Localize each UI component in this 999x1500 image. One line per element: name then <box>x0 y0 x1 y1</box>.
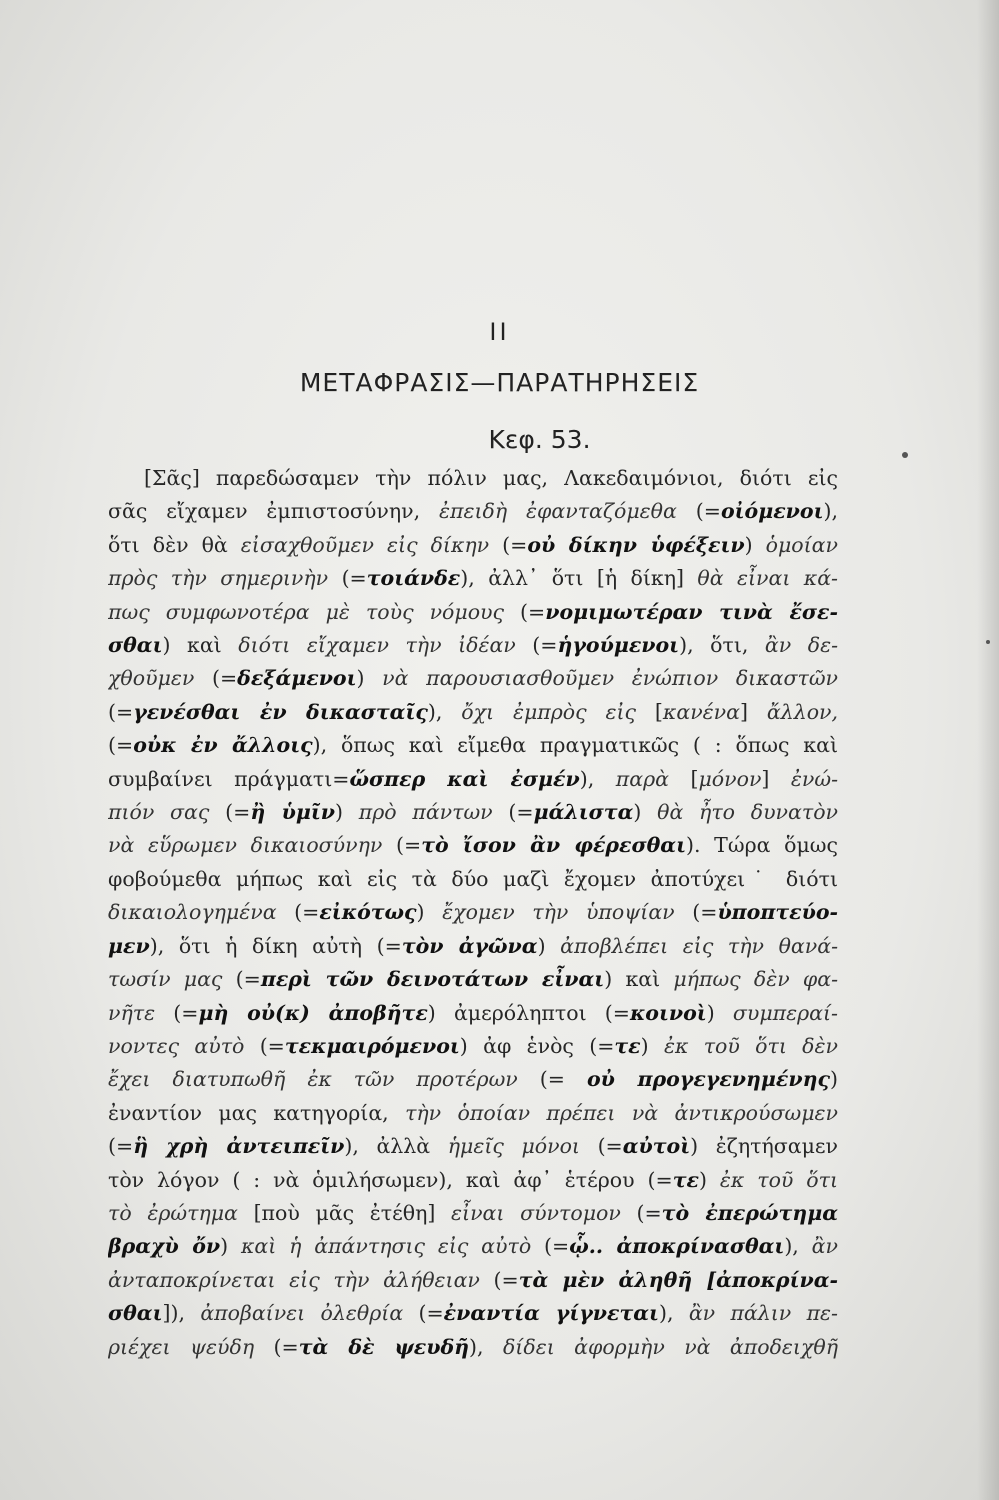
greek-original-term: σθαι <box>108 1301 163 1326</box>
text-line <box>108 1297 838 1330</box>
greek-original-term: μεν <box>108 933 150 958</box>
greek-original-term: τὸ ἴσον ἂν φέρεσθαι <box>421 833 687 858</box>
text-line <box>108 763 838 796</box>
text-segment: πιόν σας <box>108 800 226 825</box>
text-segment: (= <box>108 1134 134 1159</box>
text-line <box>108 1130 838 1163</box>
text-segment: (= <box>108 733 134 758</box>
text-segment: φοβούμεθα μήπως καὶ εἰς τὰ δύο μαζὶ ἔχομεν ἀποτύχει˙ διότι <box>108 866 838 891</box>
text-segment: (= <box>225 800 251 825</box>
text-segment: ἀνταποκρίνεται εἰς τὴν ἀλήθειαν <box>108 1267 494 1292</box>
text-segment: ) <box>220 1234 241 1259</box>
text-segment: (= <box>597 1134 623 1159</box>
greek-original-term: σθαι <box>108 633 163 658</box>
text-segment: ), ὅτι ἡ δίκη αὐτὴ (= <box>149 933 402 958</box>
text-segment: ) <box>744 532 766 557</box>
greek-original-term: κοινοὶ <box>629 1000 707 1025</box>
text-segment: πρὸ πάντων <box>358 800 509 825</box>
text-segment: (= <box>235 967 261 992</box>
text-line <box>108 796 838 829</box>
text-segment: πρὸς τὴν σημερινὴν <box>108 566 342 591</box>
text-segment: θὰ εἶναι κά- <box>697 566 838 591</box>
text-segment: ἐναντίον μας κατηγορία, <box>108 1100 406 1125</box>
text-segment: [ <box>690 766 699 791</box>
text-line <box>108 997 838 1030</box>
text-segment: τωσίν μας <box>108 967 236 992</box>
text-segment: ὁμοίαν <box>765 532 838 557</box>
text-segment: (= <box>493 1267 519 1292</box>
text-segment: ) <box>640 1033 664 1058</box>
text-line <box>108 1097 838 1130</box>
text-line <box>108 963 838 996</box>
greek-original-term: αὐτοὶ <box>622 1134 691 1159</box>
text-segment: ἀποβαίνει ὀλεθρία <box>200 1301 419 1326</box>
greek-original-term: ἣ χρὴ ἀντειπεῖν <box>133 1134 345 1159</box>
text-segment: (= <box>418 1301 444 1326</box>
text-segment: (= <box>294 900 320 925</box>
text-line <box>108 1331 838 1364</box>
text-segment: ), <box>579 766 616 791</box>
greek-original-term: οἰόμενοι <box>720 499 824 524</box>
text-segment: (= <box>636 1200 662 1225</box>
text-segment: ]), <box>162 1301 201 1326</box>
text-segment: δικαιολογημένα <box>108 900 295 925</box>
greek-original-term: μάλιστα <box>533 800 634 825</box>
text-segment: ), <box>658 1301 689 1326</box>
text-segment: ἂν δε- <box>764 633 838 658</box>
text-line <box>108 1164 838 1197</box>
text-line <box>108 562 838 595</box>
greek-original-term: ὑποπτεύο- <box>717 900 838 925</box>
text-segment: εἰσαχθοῦμεν εἰς δίκην <box>240 532 503 557</box>
text-segment: τὴν ὁποίαν πρέπει νὰ ἀντικρούσωμεν <box>405 1100 838 1125</box>
text-segment: ) <box>356 666 383 691</box>
text-line <box>108 1063 838 1096</box>
greek-original-term: ἡγούμενοι <box>557 633 680 658</box>
text-segment: (= <box>692 900 718 925</box>
text-segment: ), ἀλλ᾿ ὅτι [ἡ δίκη] <box>460 566 698 591</box>
text-segment: [Σᾶς] παρεδώσαμεν τὴν πόλιν μας, Λακεδαιμόνιοι, διότι εἰς <box>144 466 838 490</box>
text-segment: ἐκ τοῦ ὅτι δὲν <box>663 1033 838 1058</box>
greek-original-term: μὴ οὐ(κ) ἀποβῆτε <box>198 1000 428 1025</box>
text-line <box>108 729 838 762</box>
text-segment: ἀποβλέπει εἰς τὴν θανά- <box>560 933 838 958</box>
text-segment: ἔχομεν τὴν ὑποψίαν <box>442 900 693 925</box>
chapter-number: II <box>489 318 510 346</box>
text-segment: ), ἀλλὰ <box>344 1134 448 1159</box>
text-segment: ), <box>427 699 462 724</box>
page-edge-shadow <box>977 0 999 1500</box>
text-segment: νὰ παρουσιασθοῦμεν ἐνώπιον δικαστῶν <box>382 666 838 691</box>
text-segment: ), <box>823 499 838 524</box>
text-segment: [ποὺ μᾶς ἐτέθη] <box>253 1200 452 1225</box>
text-segment: ἄλλον, <box>766 699 838 724</box>
text-segment: ) ἐζητήσαμεν <box>690 1134 838 1159</box>
text-line <box>108 462 838 495</box>
text-line <box>108 596 838 629</box>
text-segment: ) <box>537 933 561 958</box>
greek-original-term: τεκμαιρόμενοι <box>284 1033 460 1058</box>
text-segment: ἐνώ- <box>790 766 838 791</box>
greek-original-term: βραχὺ ὄν <box>108 1234 221 1259</box>
chapter-title: ΜΕΤΑΦΡΑΣΙΣ—ΠΑΡΑΤΗΡΗΣΕΙΣ <box>299 368 700 397</box>
text-segment: διότι εἴχαμεν τὴν ἰδέαν <box>238 633 533 658</box>
text-segment: νοντες αὐτὸ <box>108 1033 260 1058</box>
text-segment: ) ἀμερόληπτοι (= <box>427 1000 630 1025</box>
text-segment: ριέχει ψεύδη <box>108 1334 274 1359</box>
greek-original-term: τε <box>672 1167 699 1192</box>
text-segment: μόνον <box>698 766 762 791</box>
text-segment: (= <box>259 1033 285 1058</box>
text-segment: [ <box>654 699 663 724</box>
text-line <box>108 1230 838 1263</box>
text-segment: ἔχει διατυπωθῆ ἐκ τῶν προτέρων <box>108 1067 540 1092</box>
text-segment: δίδει ἀφορμὴν νὰ ἀποδειχθῆ <box>502 1334 838 1359</box>
text-segment: ) <box>830 1067 838 1092</box>
text-segment: ) ἀφ ἑνὸς (= <box>459 1033 615 1058</box>
greek-original-term: ὥσπερ καὶ ἐσμέν <box>349 766 580 791</box>
text-segment: (= <box>173 1000 199 1025</box>
text-segment: χθοῦμεν <box>108 666 212 691</box>
text-segment: νὰ εὕρωμεν δικαιοσύνην <box>108 833 396 858</box>
greek-original-term: τὸ ἐπερώτημα <box>661 1200 838 1225</box>
text-segment: ) καὶ <box>162 633 239 658</box>
text-line <box>108 696 838 729</box>
text-segment: τὸν λόγον ( : νὰ ὁμιλήσωμεν), καὶ ἀφ᾿ ἑτέρου (= <box>108 1167 673 1192</box>
text-segment: (= <box>539 1067 587 1092</box>
text-segment: ἂν <box>811 1234 838 1259</box>
text-segment: ) καὶ <box>604 967 674 992</box>
text-segment: ὅτι δὲν θὰ <box>108 532 241 557</box>
text-segment: καὶ ἡ ἀπάντησις εἰς αὐτὸ <box>240 1234 545 1259</box>
text-segment: ). Τώρα ὅμως <box>686 833 838 858</box>
greek-original-term: ἐναντία γίγνεται <box>443 1301 659 1326</box>
text-segment: κανένα <box>662 699 740 724</box>
greek-original-term: τὰ μὲν ἀληθῆ [ἀποκρίνα- <box>518 1267 838 1292</box>
greek-original-term: οὐ δίκην ὑφέξειν <box>527 532 745 557</box>
text-segment: ), ὅπως καὶ εἴμεθα πραγματικῶς ( : ὅπως καὶ <box>312 733 838 758</box>
text-segment: ) <box>706 1000 733 1025</box>
text-segment: τὸ ἐρώτημα <box>108 1200 254 1225</box>
text-line <box>108 829 838 862</box>
text-segment: ὄχι ἐμπρὸς εἰς <box>461 699 655 724</box>
text-segment: ), <box>469 1334 503 1359</box>
text-segment: ἐκ τοῦ ὅτι <box>719 1167 838 1192</box>
text-segment: ) <box>633 800 658 825</box>
text-segment: ] <box>739 699 767 724</box>
text-segment: ) <box>416 900 443 925</box>
text-segment: συμπεραί- <box>732 1000 838 1025</box>
text-line <box>108 1030 838 1063</box>
greek-original-term: οὐκ ἐν ἄλλοις <box>133 733 313 758</box>
text-segment: (= <box>211 666 238 691</box>
text-line <box>108 1197 838 1230</box>
text-segment: ἐπειδὴ ἐφανταζόμεθα <box>439 499 696 524</box>
text-line <box>108 629 838 662</box>
greek-original-term: γενέσθαι ἐν δικασταῖς <box>133 699 428 724</box>
text-segment: (= <box>108 699 134 724</box>
greek-original-term: νομιμωτέραν τινὰ ἔσε- <box>545 599 838 624</box>
greek-original-term: εἰκότως <box>319 900 417 925</box>
greek-original-term: ᾧ.. ἀποκρίνασθαι <box>569 1234 785 1259</box>
translation-paragraph <box>108 462 838 1364</box>
text-segment: (= <box>544 1234 570 1259</box>
greek-original-term: περὶ τῶν δεινοτάτων εἶναι <box>260 967 605 992</box>
text-segment: (= <box>695 499 721 524</box>
text-segment: ), <box>784 1234 812 1259</box>
text-segment: θὰ ἦτο δυνατὸν <box>657 800 838 825</box>
text-segment: (= <box>502 532 528 557</box>
text-segment: νῆτε <box>108 1000 174 1025</box>
text-segment: σᾶς εἴχαμεν ἐμπιστοσύνην, <box>108 499 440 524</box>
text-segment: (= <box>273 1334 299 1359</box>
greek-original-term: οὐ προγεγενημένης <box>586 1067 830 1092</box>
text-segment: ἂν πάλιν πε- <box>688 1301 838 1326</box>
text-segment: ) <box>698 1167 720 1192</box>
greek-original-term: τὰ δὲ ψευδῆ <box>298 1334 470 1359</box>
text-segment: (= <box>396 833 422 858</box>
text-segment: ] <box>761 766 791 791</box>
text-segment: ) <box>334 800 359 825</box>
text-line <box>108 930 838 963</box>
text-line <box>108 1264 838 1297</box>
greek-original-term: τοιάνδε <box>366 566 461 591</box>
ink-speck <box>986 640 990 644</box>
text-line <box>108 529 838 562</box>
text-segment: (= <box>341 566 367 591</box>
text-segment: ), ὅτι, <box>679 633 765 658</box>
text-line <box>108 495 838 528</box>
section-heading: Κεφ. 53. <box>488 425 591 454</box>
text-segment: ἡμεῖς μόνοι <box>447 1134 598 1159</box>
text-segment: (= <box>508 800 534 825</box>
text-segment: (= <box>532 633 558 658</box>
text-segment: εἶναι σύντομον <box>451 1200 637 1225</box>
greek-original-term: τε <box>614 1033 641 1058</box>
text-segment: συμβαίνει πράγματι= <box>108 766 350 791</box>
text-segment: πως συμφωνοτέρα μὲ τοὺς νόμους <box>108 599 521 624</box>
text-segment: (= <box>520 599 546 624</box>
text-line <box>108 863 838 896</box>
text-segment: μήπως δὲν φα- <box>673 967 838 992</box>
greek-original-term: τὸν ἀγῶνα <box>401 933 538 958</box>
greek-original-term: δεξάμενοι <box>237 666 357 691</box>
text-segment: παρὰ <box>615 766 691 791</box>
text-line <box>108 662 838 695</box>
greek-original-term: ἢ ὑμῖν <box>250 800 335 825</box>
text-line <box>108 896 838 929</box>
